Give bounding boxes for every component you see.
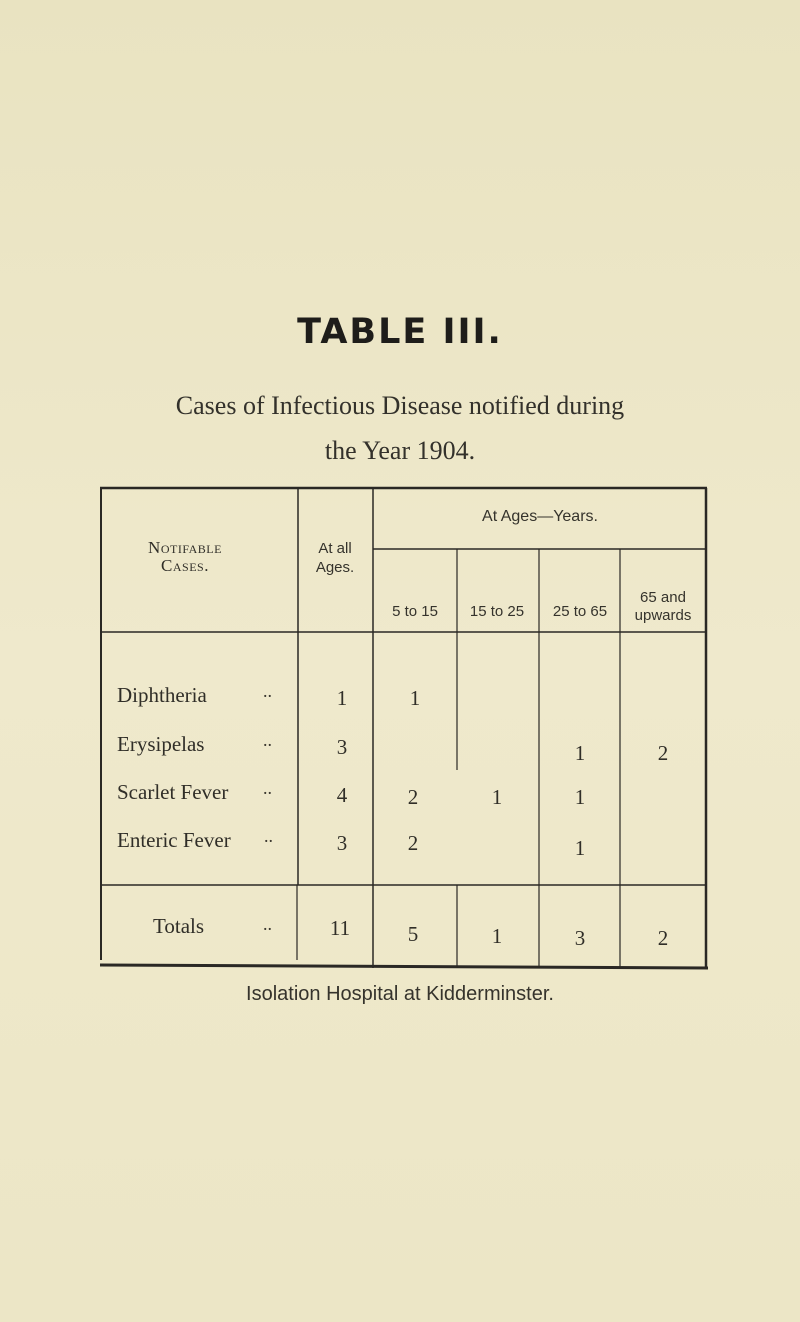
header-age-5-15: 5 to 15 <box>392 603 438 620</box>
header-age-15-25: 15 to 25 <box>469 603 525 620</box>
row-erysipelas-leader: .. <box>263 730 272 750</box>
row-erysipelas-all: 3 <box>336 735 348 759</box>
row-scarlet-fever-5-15: 2 <box>407 785 419 809</box>
row-erysipelas-label: Erysipelas <box>117 732 205 756</box>
row-diphtheria-label: Diphtheria <box>117 683 207 707</box>
row-enteric-fever-label: Enteric Fever <box>117 828 231 852</box>
totals-leader: .. <box>263 914 272 934</box>
header-age-25-65: 25 to 65 <box>552 603 608 620</box>
totals-15-25: 1 <box>491 924 503 948</box>
row-enteric-fever-25-65: 1 <box>574 836 586 860</box>
row-scarlet-fever-25-65: 1 <box>574 785 586 809</box>
header-all-ages-line2: Ages. <box>315 559 355 576</box>
page-title: TABLE III. <box>297 312 503 352</box>
totals-65-up: 2 <box>657 926 669 950</box>
row-erysipelas-65-up: 2 <box>657 741 669 765</box>
footer-caption: Isolation Hospital at Kidderminster. <box>246 983 554 1005</box>
row-diphtheria-5-15: 1 <box>409 686 421 710</box>
header-all-ages-line1: At all <box>318 540 352 557</box>
row-enteric-fever-leader: .. <box>264 826 273 846</box>
header-notifiable-cases-line1: Notifable <box>148 538 222 557</box>
row-scarlet-fever-leader: .. <box>263 778 272 798</box>
header-notifiable-cases-line2: Cases. <box>161 556 209 575</box>
totals-5-15: 5 <box>407 922 419 946</box>
totals-all: 11 <box>329 916 351 940</box>
subtitle-line-2: the Year 1904. <box>324 436 476 465</box>
header-age-65-upwards-line1: 65 and <box>640 589 686 606</box>
row-enteric-fever-5-15: 2 <box>407 831 419 855</box>
subtitle-line-1: Cases of Infectious Disease notified during <box>175 391 625 420</box>
totals-label: Totals <box>153 914 205 938</box>
row-enteric-fever-all: 3 <box>336 831 348 855</box>
header-age-65-upwards-line2: upwards <box>634 607 692 624</box>
row-scarlet-fever-label: Scarlet Fever <box>117 780 229 804</box>
header-at-ages-years: At Ages—Years. <box>482 508 598 525</box>
row-diphtheria-all: 1 <box>336 686 348 710</box>
row-scarlet-fever-all: 4 <box>336 783 348 807</box>
row-scarlet-fever-15-25: 1 <box>491 785 503 809</box>
totals-25-65: 3 <box>574 926 586 950</box>
row-diphtheria-leader: .. <box>263 681 272 701</box>
row-erysipelas-25-65: 1 <box>574 741 586 765</box>
